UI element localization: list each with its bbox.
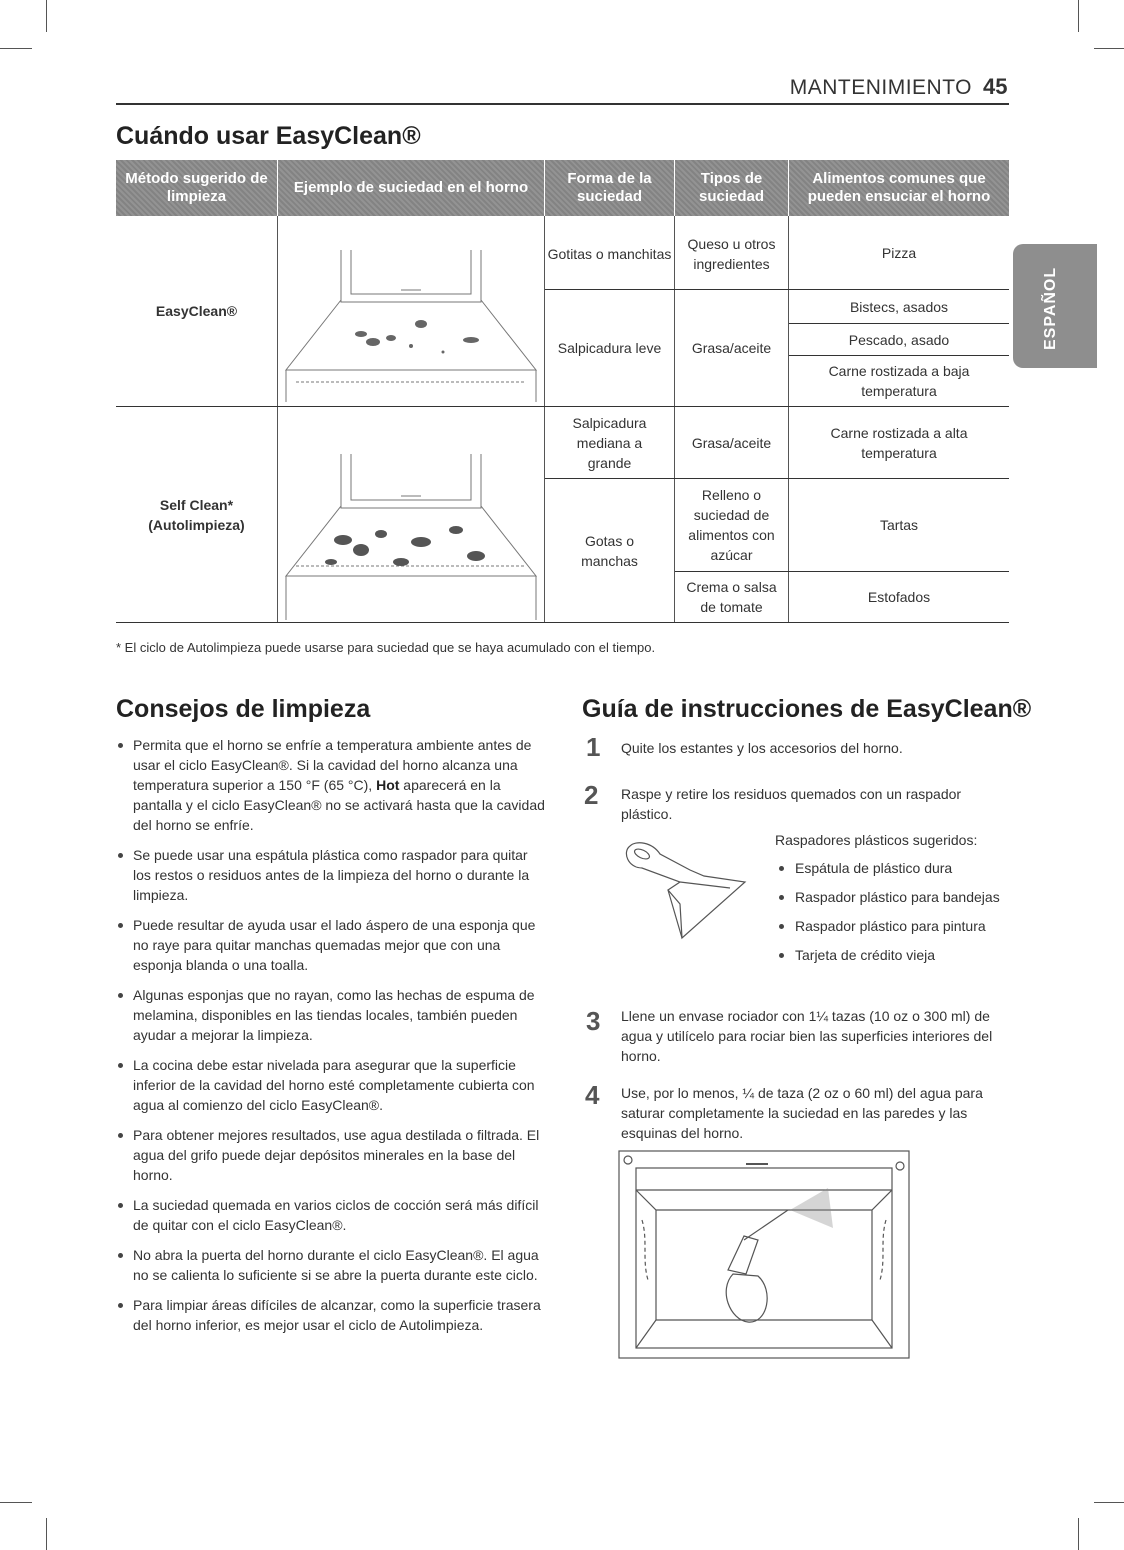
header-example: Ejemplo de suciedad en el horno — [293, 179, 529, 196]
table-footnote: * El ciclo de Autolimpieza puede usarse para suciedad que se haya acumulado con el tiempo. — [116, 640, 656, 655]
list-item: Tarjeta de crédito vieja — [775, 945, 1010, 965]
list-item: La cocina debe estar nivelada para asegurar que la superficie inferior de la cavidad del horno esté completamente cubierta con agua al comienzo del ciclo EasyClean®. — [116, 1055, 546, 1115]
header-divider — [116, 103, 1009, 105]
oven-heavy-soil-image — [281, 450, 541, 620]
list-item: Raspador plástico para pintura — [775, 916, 1010, 936]
list-item: Para limpiar áreas difíciles de alcanzar, como la superficie trasera del horno inferior, es mejor usar el ciclo de Autolimpieza. — [116, 1295, 546, 1335]
form-cell: Salpicadura leve — [557, 340, 662, 356]
food-cell: Carne rostizada a alta temperatura — [830, 424, 968, 461]
food-cell: Pizza — [881, 244, 917, 261]
crop-mark — [1094, 1502, 1124, 1503]
consejos-title: Consejos de limpieza — [116, 695, 371, 723]
crop-mark — [46, 1518, 47, 1550]
crop-mark — [0, 48, 32, 49]
list-item: La suciedad quemada en varios ciclos de cocción será más difícil de quitar con el ciclo EasyClean®. — [116, 1195, 546, 1235]
list-item: Raspador plástico para bandejas — [775, 887, 1010, 907]
list-item — [116, 735, 546, 835]
list-item: Algunas esponjas que no rayan, como las hechas de espuma de melamina, disponibles en las tiendas locales, también pueden ayudar a mejorar la limpieza. — [116, 985, 546, 1045]
type-cell: Grasa/aceite — [691, 434, 772, 451]
food-cell: Bistecs, asados — [849, 298, 949, 315]
step-text: Raspe y retire los residuos quemados con un raspador plástico. — [621, 786, 962, 822]
table-vline — [277, 216, 278, 622]
consejos-list — [116, 735, 546, 1345]
food-cell: Carne rostizada a baja temperatura — [828, 363, 970, 399]
spray-oven-illustration — [618, 1150, 910, 1360]
crop-mark — [1094, 48, 1124, 49]
list-item: Se puede usar una espátula plástica como raspador para quitar los restos o residuos antes de la limpieza del horno o durante la limpieza. — [116, 845, 546, 905]
scraper-illustration — [620, 838, 755, 943]
step-number: 1 — [586, 732, 601, 762]
type-cell: Relleno o suciedad de alimentos con azúcar — [688, 487, 775, 563]
list-item: No abra la puerta del horno durante el ciclo EasyClean®. El agua no se calienta lo suficiente si se abre la puerta durante este ciclo. — [116, 1245, 546, 1285]
method-selfclean — [116, 407, 277, 622]
food-cell: Tartas — [879, 517, 919, 533]
scrapers-heading: Raspadores plásticos sugeridos: — [775, 832, 978, 848]
guia-title: Guía de instrucciones de EasyClean® — [582, 695, 1032, 723]
scrapers-list — [775, 858, 1010, 974]
crop-mark — [1078, 0, 1079, 32]
step-number: 2 — [584, 780, 599, 810]
method-selfclean-line1: Self Clean* — [159, 496, 234, 513]
step-text: Llene un envase rociador con 1¼ tazas (10 oz o 300 ml) de agua y utilícelo para rociar bien las superficies interiores del horno. — [621, 1008, 993, 1064]
method-easyclean: EasyClean® — [155, 303, 238, 319]
type-cell: Grasa/aceite — [691, 340, 772, 356]
table-header — [116, 160, 1009, 216]
page-number: 45 — [983, 74, 1008, 99]
list-item: Para obtener mejores resultados, use agua destilada o filtrada. El agua del grifo puede dejar depósitos minerales en la base del horno. — [116, 1125, 546, 1185]
hot-label: Hot — [376, 777, 400, 793]
food-cell: Estofados — [867, 589, 931, 605]
food-cell: Pescado, asado — [848, 331, 950, 348]
section-title: MANTENIMIENTO — [789, 76, 972, 99]
step-text: Quite los estantes y los accesorios del horno. — [621, 740, 903, 756]
table-hline — [116, 622, 1009, 623]
type-cell: Queso u otros ingredientes — [687, 236, 776, 272]
step-number: 3 — [586, 1006, 601, 1036]
crop-mark — [0, 1502, 32, 1503]
step-number: 4 — [585, 1080, 600, 1110]
step-text: Use, por lo menos, ¼ de taza (2 oz o 60 ml) del agua para saturar completamente la suciedad en las paredes y las esquinas del horno. — [621, 1085, 983, 1141]
list-item-text: Permita que el horno se enfríe a temperatura ambiente antes de usar el ciclo EasyClean®. Si la cavidad del horno alcanza una temperatura superior a 150 °F (65 °C), — [133, 737, 532, 793]
header-foods: Alimentos comunes que pueden ensuciar el horno — [807, 170, 991, 205]
type-cell: Crema o salsa de tomate — [686, 579, 777, 615]
crop-mark — [46, 0, 47, 32]
header-types: Tipos de suciedad — [698, 170, 765, 205]
oven-light-soil-image — [281, 242, 541, 402]
page-title: Cuándo usar EasyClean® — [116, 122, 421, 150]
list-item: Espátula de plástico dura — [775, 858, 1010, 878]
header-method: Método sugerido de limpieza — [125, 170, 268, 205]
list-item-text: aparecerá en la pantalla y el ciclo EasyClean® no se activará hasta que la cavidad del horno se enfríe. — [133, 777, 545, 833]
header-form: Forma de la suciedad — [567, 170, 652, 205]
form-cell: Gotas o manchas — [581, 532, 638, 569]
language-tab[interactable] — [1013, 244, 1097, 368]
list-item: Puede resultar de ayuda usar el lado áspero de una esponja que no raye para quitar manchas quemadas mejor que con una esponja blanda o una toalla. — [116, 915, 546, 975]
crop-mark — [1078, 1518, 1079, 1550]
form-cell: Gotitas o manchitas — [547, 246, 672, 262]
method-selfclean-line2: (Autolimpieza) — [148, 516, 245, 533]
form-cell: Salpicadura mediana a grande — [572, 415, 647, 471]
language-tab-label: ESPAÑOL — [1042, 266, 1059, 350]
